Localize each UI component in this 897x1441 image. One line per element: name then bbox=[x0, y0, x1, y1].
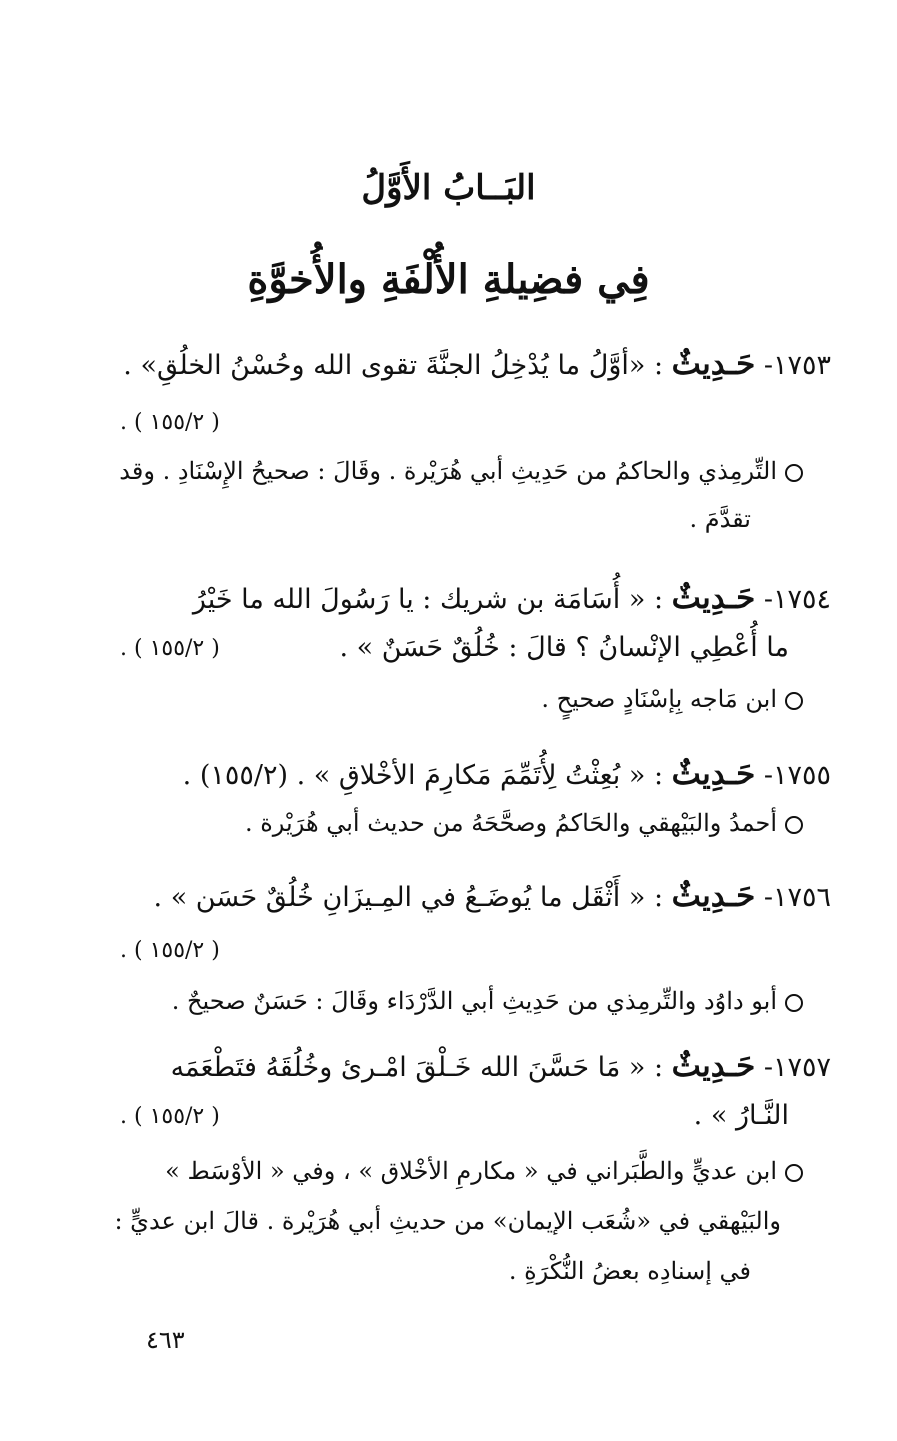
hadith-label: حَـدِيثٌ bbox=[671, 756, 756, 792]
hadith-1754-reference: ( ١٥٥/٢ ) . bbox=[120, 636, 220, 661]
hadith-text: : « أُسَامَة بن شريك : يا رَسُولَ الله ما خَيْرُ bbox=[192, 584, 664, 615]
chapter-title: البَــابُ الأَوَّلُ bbox=[361, 168, 536, 208]
hadith-1753-note-line-2: تقدَّمَ . bbox=[689, 505, 751, 533]
hadith-label: حَـدِيثٌ bbox=[671, 878, 756, 914]
hadith-number: ١٧٥٧- bbox=[763, 1052, 831, 1083]
hadith-number: ١٧٥٤- bbox=[763, 584, 831, 615]
hadith-1755-line-1 bbox=[183, 754, 831, 796]
section-title: فِي فضِيلةِ الأُلْفَةِ والأُخوَّةِ bbox=[247, 256, 650, 303]
hadith-1757-line-1 bbox=[171, 1046, 831, 1088]
hadith-label: حَـدِيثٌ bbox=[671, 1048, 756, 1084]
page-number: ٤٦٣ bbox=[146, 1326, 185, 1354]
hadith-1755-note-line-1: أحمدُ والبَيْهقي والحَاكمُ وصحَّحَهُ من حديث أبي هُرَيْرة . bbox=[245, 804, 803, 842]
hadith-label: حَـدِيثٌ bbox=[671, 580, 756, 616]
hadith-1757-note-line-2: والبَيْهقي في «شُعَب الإيمان» من حديثِ أبي هُرَيْرة . قالَ ابن عديٍّ : bbox=[114, 1207, 781, 1235]
bullet-circle-icon bbox=[785, 1164, 803, 1182]
hadith-1756-reference: ( ١٥٥/٢ ) . bbox=[120, 938, 220, 963]
hadith-1753-line-1 bbox=[123, 344, 831, 386]
hadith-1757-note-line-3: في إسنادِه بعضُ النُّكْرَةِ . bbox=[508, 1257, 751, 1285]
hadith-1754-line-1 bbox=[193, 578, 831, 620]
hadith-text: : « مَا حَسَّنَ الله خَـلْقَ امْـرئ وخُلُقَهُ فتَطْعَمَه bbox=[170, 1052, 664, 1083]
hadith-1753-reference: ( ١٥٥/٢ ) . bbox=[120, 410, 220, 435]
bullet-circle-icon bbox=[785, 692, 803, 710]
hadith-1754-line-2: ما أُعْطِي الإنْسانُ ؟ قالَ : خُلُقٌ حَسَنٌ » . bbox=[339, 632, 789, 663]
hadith-text: : « بُعِثْتُ لِأُتَمِّمَ مَكارِمَ الأخْلاقِ » . (١٥٥/٢) . bbox=[182, 760, 664, 791]
hadith-1753-note-line-1: التِّرمِذي والحاكمُ من حَدِيثِ أبي هُرَيْرة . وقَالَ : صحيحُ الإِسْنَادِ . وقد bbox=[119, 452, 803, 490]
hadith-label: حَـدِيثٌ bbox=[671, 346, 756, 382]
bullet-circle-icon bbox=[785, 464, 803, 482]
hadith-1756-line-1 bbox=[154, 876, 831, 918]
hadith-number: ١٧٥٥- bbox=[763, 760, 831, 791]
hadith-1754-note-line-1: ابن مَاجه بِإسْنَادٍ صحيحٍ . bbox=[541, 680, 803, 718]
bullet-circle-icon bbox=[785, 816, 803, 834]
hadith-1757-reference: ( ١٥٥/٢ ) . bbox=[120, 1104, 220, 1129]
hadith-number: ١٧٥٣- bbox=[763, 350, 831, 381]
hadith-1756-note-line-1: أبو داوُد والتِّرمِذي من حَدِيثِ أبي الدَّرْدَاء وقَالَ : حَسَنٌ صحيحٌ . bbox=[172, 982, 803, 1020]
hadith-1757-line-2: النَّـارُ » . bbox=[693, 1100, 789, 1131]
hadith-text: : «أوَّلُ ما يُدْخِلُ الجنَّةَ تقوى الله وحُسْنُ الخلُقِ» . bbox=[123, 350, 664, 381]
hadith-text: : « أَثْقَل ما يُوضَـعُ في المِـيزَانِ خُلُقٌ حَسَن » . bbox=[153, 882, 664, 913]
hadith-1757-note-line-1: ابن عديٍّ والطَّبَراني في « مكارمِ الأخْلاق » ، وفي « الأوْسَط » bbox=[165, 1152, 803, 1190]
bullet-circle-icon bbox=[785, 994, 803, 1012]
hadith-number: ١٧٥٦- bbox=[763, 882, 831, 913]
